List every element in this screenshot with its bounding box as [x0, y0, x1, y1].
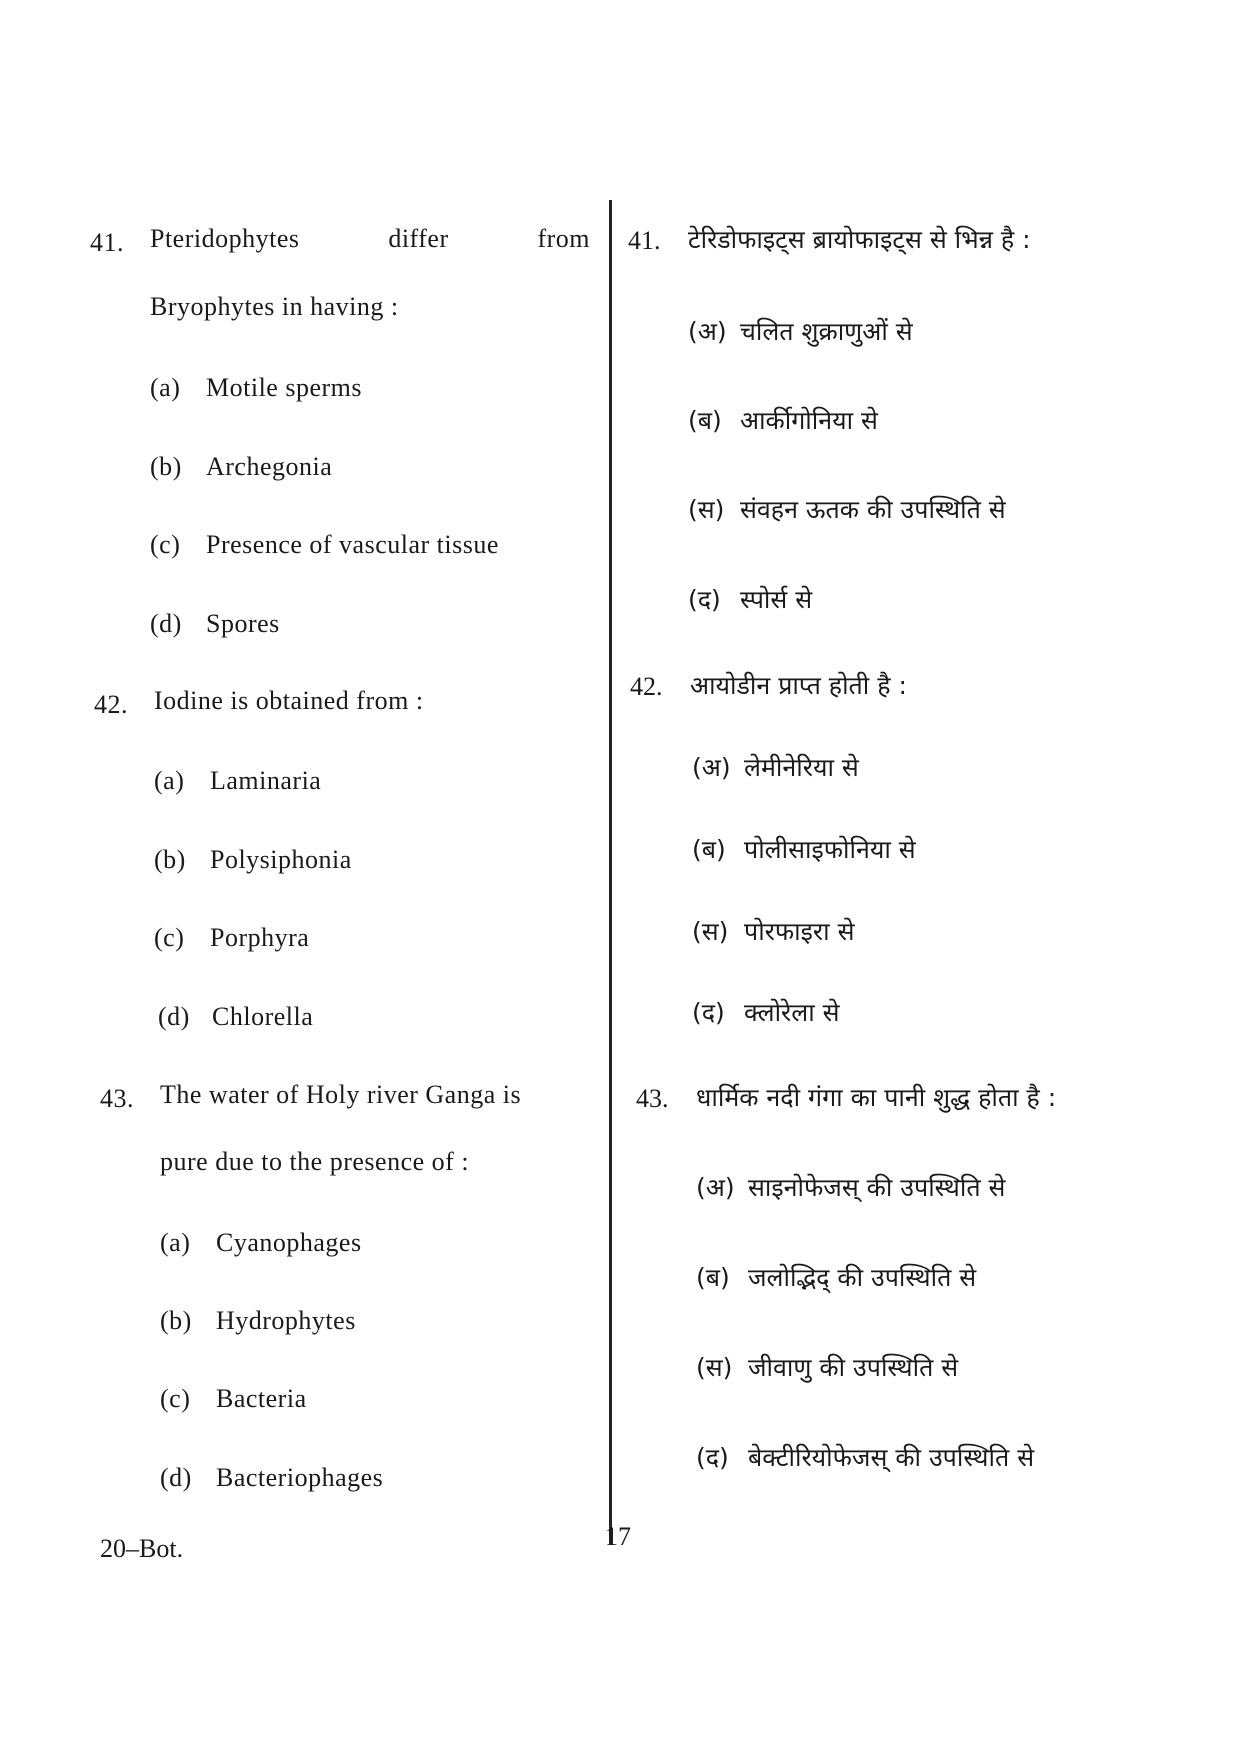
page-number: 17 — [605, 1522, 631, 1551]
question-number: 43. — [100, 1084, 134, 1113]
option-label: (ब) — [696, 1263, 730, 1292]
option-label: (स) — [692, 917, 729, 946]
option-text: Cyanophages — [216, 1228, 362, 1257]
option-label: (स) — [696, 1353, 733, 1382]
option-text: Archegonia — [206, 452, 333, 481]
option-text: लेमीनेरिया से — [744, 753, 859, 782]
option-text: Motile sperms — [206, 373, 362, 402]
option-label: (c) — [150, 530, 181, 559]
option-text: जलोद्भिद् की उपस्थिति से — [748, 1263, 977, 1292]
option-text: Chlorella — [212, 1002, 314, 1031]
question-number: 41. — [628, 226, 661, 255]
option-label: (द) — [688, 585, 721, 614]
option-text: चलित शुक्राणुओं से — [740, 317, 913, 346]
question-number: 42. — [94, 690, 128, 719]
option-text: स्पोर्स से — [740, 585, 813, 614]
option-label: (द) — [696, 1443, 729, 1472]
question-stem-line: pure due to the presence of : — [160, 1147, 470, 1176]
option-label: (अ) — [696, 1173, 735, 1202]
question-stem-line: टेरिडोफाइट्स ब्रायोफाइट्स से भिन्न है : — [688, 225, 1031, 254]
option-label: (c) — [154, 923, 185, 952]
option-label: (स) — [688, 495, 725, 524]
option-text: Laminaria — [210, 766, 322, 795]
question-stem-line: Pteridophytes differ from — [150, 224, 590, 253]
question-stem-line: आयोडीन प्राप्त होती है : — [690, 671, 907, 700]
option-text: जीवाणु की उपस्थिति से — [748, 1353, 959, 1382]
option-text: संवहन ऊतक की उपस्थिति से — [740, 495, 1006, 524]
option-label: (ब) — [688, 406, 722, 435]
option-text: साइनोफेजस् की उपस्थिति से — [748, 1173, 1006, 1202]
option-label: (अ) — [692, 753, 731, 782]
question-stem-line: धार्मिक नदी गंगा का पानी शुद्ध होता है : — [696, 1083, 1057, 1112]
question-number: 42. — [630, 672, 663, 701]
option-text: पोरफाइरा से — [744, 917, 855, 946]
option-label: (b) — [150, 452, 182, 481]
option-text: पोलीसाइफोनिया से — [744, 835, 916, 864]
option-label: (अ) — [688, 317, 727, 346]
paper-code: 20–Bot. — [100, 1534, 184, 1563]
option-label: (d) — [150, 609, 182, 638]
option-text: क्लोरेला से — [744, 998, 840, 1027]
option-label: (d) — [158, 1002, 190, 1031]
option-text: आर्कीगोनिया से — [740, 406, 878, 435]
option-label: (a) — [150, 373, 181, 402]
option-text: Bacteriophages — [216, 1463, 384, 1492]
option-text: Polysiphonia — [210, 845, 352, 874]
option-label: (ब) — [692, 835, 726, 864]
column-divider — [609, 200, 612, 1545]
option-label: (c) — [160, 1384, 191, 1413]
option-label: (a) — [154, 766, 185, 795]
option-text: Bacteria — [216, 1384, 307, 1413]
option-label: (d) — [160, 1463, 192, 1492]
question-stem-line: The water of Holy river Ganga is — [160, 1080, 522, 1109]
question-number: 41. — [90, 228, 124, 257]
option-label: (b) — [160, 1306, 192, 1335]
option-text: Presence of vascular tissue — [206, 530, 499, 559]
option-label: (b) — [154, 845, 186, 874]
option-text: Hydrophytes — [216, 1306, 356, 1335]
question-number: 43. — [636, 1084, 669, 1113]
option-text: Spores — [206, 609, 280, 638]
question-stem-line: Iodine is obtained from : — [154, 686, 424, 715]
question-stem-line: Bryophytes in having : — [150, 292, 399, 321]
option-text: Porphyra — [210, 923, 310, 952]
option-text: बेक्टीरियोफेजस् की उपस्थिति से — [748, 1443, 1035, 1472]
option-label: (द) — [692, 998, 725, 1027]
option-label: (a) — [160, 1228, 191, 1257]
